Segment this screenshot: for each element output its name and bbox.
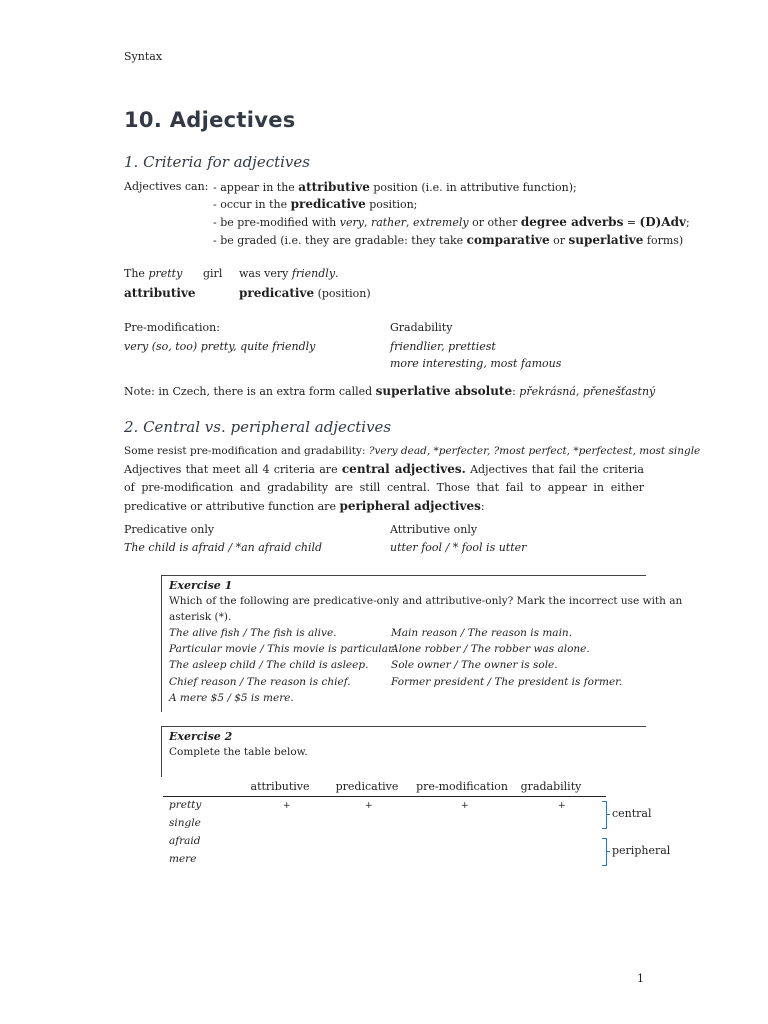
column-header-attributive: attributive [250,780,310,793]
attributive-only-example: utter fool / * fool is utter [390,541,527,554]
resist-line: Some resist pre-modification and gradability: ?very dead, *perfecter, ?most perfect, *perfectest, most single [124,445,701,457]
exercise1-item: Main reason / The reason is main. [391,627,573,639]
criteria-intro: Adjectives can: [124,180,209,193]
criterion-2: - occur in the predicative position; [213,197,418,211]
label-attributive: attributive [124,286,196,300]
peripheral-brace [602,838,607,866]
page-number: 1 [637,972,644,985]
premod-example: very (so, too) pretty, quite friendly [124,340,316,353]
table-row-label: single [169,817,201,829]
predicative-only-label: Predicative only [124,523,215,536]
criterion-1: - appear in the attributive position (i.e. in attributive function); [213,180,577,194]
peripheral-brace-tick [606,851,610,852]
czech-note: Note: in Czech, there is an extra form called superlative absolute: překrásná, přenešťastný [124,384,656,398]
central-label: central [612,807,652,820]
table-header-rule [163,796,606,797]
exercise1-item: Former president / The president is former. [391,676,623,688]
criterion-3: - be pre-modified with very, rather, extremely or other degree adverbs = (D)Adv; [213,215,690,229]
page-title: 10. Adjectives [124,108,296,132]
running-header: Syntax [124,50,163,63]
table-cell-mark: + [461,801,469,811]
exercise1-item: The asleep child / The child is asleep. [169,659,369,671]
table-row-label: mere [169,853,197,865]
central-brace [602,801,607,829]
exercise1-item: A mere $5 / $5 is mere. [169,692,294,704]
premod-label: Pre-modification: [124,321,220,334]
exercise1-instruction-2: asterisk (*). [169,611,232,623]
attributive-only-label: Attributive only [390,523,478,536]
exercise1-item: Alone robber / The robber was alone. [391,643,590,655]
exercise1-title: Exercise 1 [169,579,233,592]
table-row-label: afraid [169,835,201,847]
section1-heading: 1. Criteria for adjectives [124,153,310,171]
example-was-very-friendly: was very friendly. [239,267,339,280]
label-predicative: predicative (position) [239,286,371,300]
exercise1-item: Particular movie / This movie is particular. [169,643,396,655]
table-row-label: pretty [169,799,202,811]
exercise2-instruction: Complete the table below. [169,746,308,758]
gradability-label: Gradability [390,321,453,334]
example-girl: girl [203,267,223,280]
exercise1-item: Sole owner / The owner is sole. [391,659,558,671]
section2-heading: 2. Central vs. peripheral adjectives [124,418,392,436]
table-cell-mark: + [365,801,373,811]
column-header-gradability: gradability [520,780,582,793]
peripheral-label: peripheral [612,844,671,857]
column-header-predicative: predicative [335,780,399,793]
central-brace-tick [606,814,610,815]
central-peripheral-paragraph: Adjectives that meet all 4 criteria are central adjectives. Adjectives that fail the criteria of pre-modification and gradability are still central. Those that fail to appear in either predicative or attributive function are peripheral adjectives: [124,462,644,513]
example-the-pretty: The pretty [124,267,183,280]
exercise1-item: The alive fish / The fish is alive. [169,627,337,639]
table-cell-mark: + [558,801,566,811]
exercise1-item: Chief reason / The reason is chief. [169,676,351,688]
column-header-pre-modification: pre-modification [416,780,508,793]
table-cell-mark: + [283,801,291,811]
gradability-example-2: more interesting, most famous [390,357,562,370]
exercise2-title: Exercise 2 [169,730,233,743]
exercise1-instruction-1: Which of the following are predicative-only and attributive-only? Mark the incorrect use with an [169,595,683,607]
gradability-example-1: friendlier, prettiest [390,340,496,353]
criterion-4: - be graded (i.e. they are gradable: they take comparative or superlative forms) [213,233,684,247]
predicative-only-example: The child is afraid / *an afraid child [124,541,323,554]
